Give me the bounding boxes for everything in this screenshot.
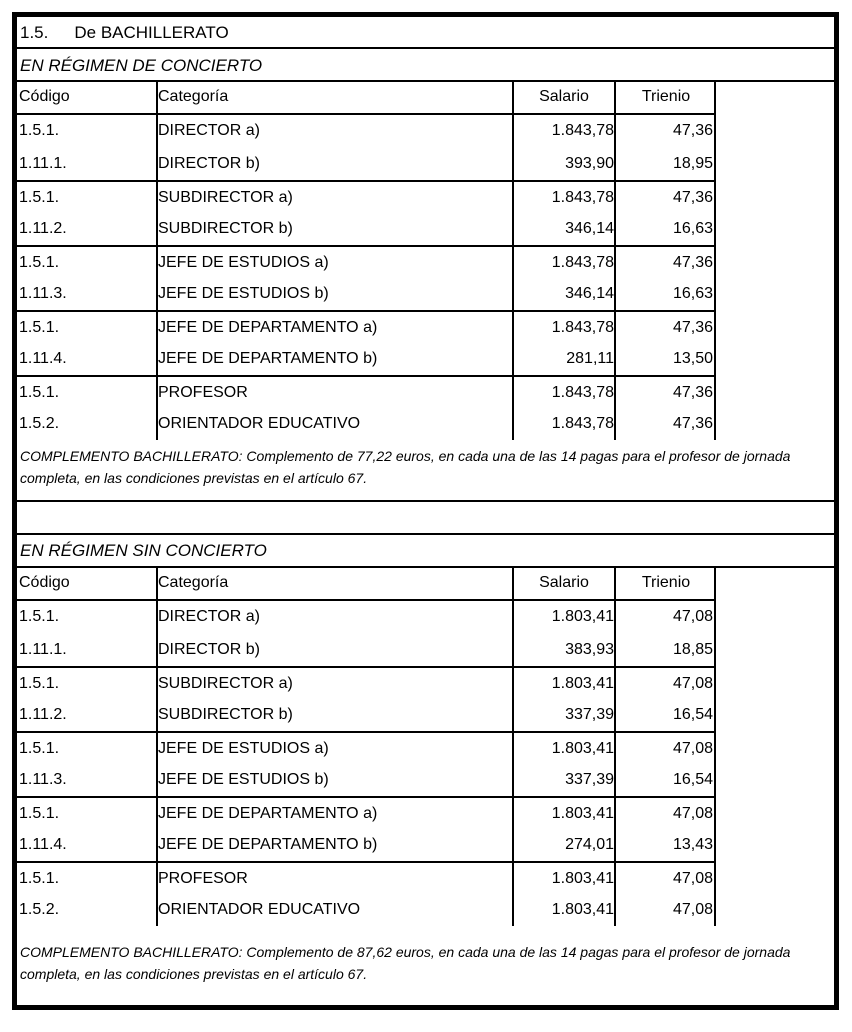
column-divider	[156, 567, 158, 926]
cell-code: 1.5.1.	[19, 189, 60, 206]
cell-salary: 274,01	[565, 835, 614, 853]
cell-code: 1.11.4.	[19, 835, 67, 853]
column-divider	[512, 81, 514, 440]
table-row	[17, 601, 714, 633]
cell-code: 1.5.2.	[19, 900, 60, 918]
cell-code: 1.11.2.	[19, 705, 67, 723]
cell-code: 1.11.4.	[19, 349, 67, 367]
header-salary: Salario	[539, 88, 589, 105]
cell-triennium: 18,95	[672, 154, 713, 172]
section-number: 1.5.	[20, 23, 49, 42]
cell-category: JEFE DE ESTUDIOS a)	[158, 254, 329, 271]
cell-salary: 1.803,41	[551, 805, 614, 822]
cell-code: 1.5.1.	[19, 384, 60, 401]
cell-salary: 1.803,41	[551, 608, 614, 625]
cell-triennium: 47,08	[672, 805, 713, 822]
cell-category: JEFE DE DEPARTAMENTO b)	[158, 349, 378, 367]
cell-triennium: 47,36	[672, 254, 713, 271]
table-row	[17, 408, 714, 440]
divider	[17, 47, 834, 49]
table-row	[17, 148, 714, 180]
cell-code: 1.5.2.	[19, 414, 60, 432]
divider	[17, 500, 834, 502]
table-row	[17, 115, 714, 147]
cell-category: JEFE DE ESTUDIOS b)	[158, 284, 329, 302]
cell-category: SUBDIRECTOR b)	[158, 705, 293, 723]
cell-category: SUBDIRECTOR a)	[158, 189, 293, 206]
cell-category: JEFE DE DEPARTAMENTO a)	[158, 805, 378, 822]
table-row	[17, 245, 714, 279]
column-divider	[614, 81, 616, 440]
cell-salary: 1.803,41	[551, 900, 614, 918]
table-row	[17, 861, 714, 895]
cell-code: 1.5.1.	[19, 870, 60, 887]
cell-salary: 1.843,78	[551, 254, 614, 271]
table-header-row	[17, 81, 714, 115]
cell-salary: 393,90	[565, 154, 614, 172]
cell-triennium: 47,08	[672, 870, 713, 887]
header-category: Categoría	[158, 88, 229, 105]
cell-code: 1.5.1.	[19, 805, 60, 822]
table-row	[17, 278, 714, 310]
salary-table-sin-concierto	[17, 567, 717, 927]
cell-triennium: 13,43	[672, 835, 713, 853]
cell-category: JEFE DE DEPARTAMENTO a)	[158, 319, 378, 336]
table-row	[17, 764, 714, 796]
cell-triennium: 47,36	[672, 384, 713, 401]
cell-category: JEFE DE ESTUDIOS a)	[158, 740, 329, 757]
salary-table-concierto	[17, 81, 717, 441]
cell-triennium: 47,08	[672, 675, 713, 692]
column-divider	[512, 567, 514, 926]
cell-category: ORIENTADOR EDUCATIVO	[158, 414, 361, 432]
cell-code: 1.11.1.	[19, 154, 67, 172]
column-divider	[714, 81, 716, 440]
cell-triennium: 47,36	[672, 319, 713, 336]
cell-category: JEFE DE ESTUDIOS b)	[158, 770, 329, 788]
cell-code: 1.5.1.	[19, 740, 60, 757]
divider	[17, 533, 834, 535]
cell-salary: 1.843,78	[551, 384, 614, 401]
cell-category: PROFESOR	[158, 384, 248, 401]
cell-code: 1.5.1.	[19, 122, 60, 139]
table-row	[17, 634, 714, 666]
section-name: De BACHILLERATO	[74, 23, 229, 42]
cell-salary: 1.843,78	[551, 414, 614, 432]
cell-code: 1.11.3.	[19, 770, 67, 788]
cell-code: 1.5.1.	[19, 254, 60, 271]
cell-salary: 346,14	[565, 219, 614, 237]
cell-code: 1.11.3.	[19, 284, 67, 302]
cell-code: 1.5.1.	[19, 608, 60, 625]
header-category: Categoría	[158, 574, 229, 591]
cell-triennium: 47,08	[672, 608, 713, 625]
cell-salary: 1.843,78	[551, 319, 614, 336]
cell-salary: 337,39	[565, 770, 614, 788]
cell-triennium: 47,36	[672, 122, 713, 139]
cell-code: 1.11.2.	[19, 219, 67, 237]
table-row	[17, 666, 714, 700]
cell-salary: 337,39	[565, 705, 614, 723]
cell-category: ORIENTADOR EDUCATIVO	[158, 900, 361, 918]
cell-salary: 346,14	[565, 284, 614, 302]
cell-code: 1.5.1.	[19, 319, 60, 336]
cell-triennium: 47,08	[672, 740, 713, 757]
document-frame	[12, 12, 839, 1010]
table-row	[17, 796, 714, 830]
table-row	[17, 731, 714, 765]
complement-note-concierto: COMPLEMENTO BACHILLERATO: Complemento de 77,22 euros, en cada una de las 14 pagas para el profesor de jornada completa, en las condiciones previstas en el artículo 67.	[20, 448, 791, 486]
cell-triennium: 16,63	[672, 284, 713, 302]
complement-note-sin-concierto: COMPLEMENTO BACHILLERATO: Complemento de 87,62 euros, en cada una de las 14 pagas para el profesor de jornada completa, en las condiciones previstas en el artículo 67.	[20, 944, 791, 982]
table-header-row	[17, 567, 714, 601]
regime-title-sin-concierto: EN RÉGIMEN SIN CONCIERTO	[20, 541, 267, 560]
cell-category: JEFE DE DEPARTAMENTO b)	[158, 835, 378, 853]
table-row	[17, 180, 714, 214]
cell-triennium: 47,08	[672, 900, 713, 918]
column-divider	[614, 567, 616, 926]
header-triennium: Trienio	[641, 88, 691, 105]
header-code: Código	[19, 574, 70, 591]
cell-code: 1.11.1.	[19, 640, 67, 658]
cell-salary: 1.843,78	[551, 189, 614, 206]
table-row	[17, 699, 714, 731]
column-divider	[156, 81, 158, 440]
cell-code: 1.5.1.	[19, 675, 60, 692]
cell-triennium: 16,54	[672, 705, 713, 723]
cell-triennium: 18,85	[672, 640, 713, 658]
section-title	[20, 23, 229, 43]
cell-salary: 383,93	[565, 640, 614, 658]
regime-title-concierto: EN RÉGIMEN DE CONCIERTO	[20, 56, 263, 75]
table-row	[17, 375, 714, 409]
cell-salary: 1.803,41	[551, 675, 614, 692]
cell-category: SUBDIRECTOR a)	[158, 675, 293, 692]
cell-salary: 1.843,78	[551, 122, 614, 139]
cell-salary: 281,11	[566, 349, 614, 367]
header-salary: Salario	[539, 574, 589, 591]
cell-triennium: 47,36	[672, 414, 713, 432]
table-row	[17, 213, 714, 245]
cell-category: SUBDIRECTOR b)	[158, 219, 293, 237]
cell-category: DIRECTOR a)	[158, 122, 260, 139]
cell-triennium: 16,63	[672, 219, 713, 237]
cell-triennium: 13,50	[672, 349, 713, 367]
table-row	[17, 310, 714, 344]
cell-category: DIRECTOR b)	[158, 640, 260, 658]
table-row	[17, 343, 714, 375]
cell-category: DIRECTOR b)	[158, 154, 260, 172]
header-code: Código	[19, 88, 70, 105]
column-divider	[714, 567, 716, 926]
cell-salary: 1.803,41	[551, 740, 614, 757]
table-row	[17, 894, 714, 926]
cell-salary: 1.803,41	[551, 870, 614, 887]
cell-triennium: 16,54	[672, 770, 713, 788]
cell-category: PROFESOR	[158, 870, 248, 887]
cell-category: DIRECTOR a)	[158, 608, 260, 625]
table-row	[17, 829, 714, 861]
header-triennium: Trienio	[641, 574, 691, 591]
cell-triennium: 47,36	[672, 189, 713, 206]
